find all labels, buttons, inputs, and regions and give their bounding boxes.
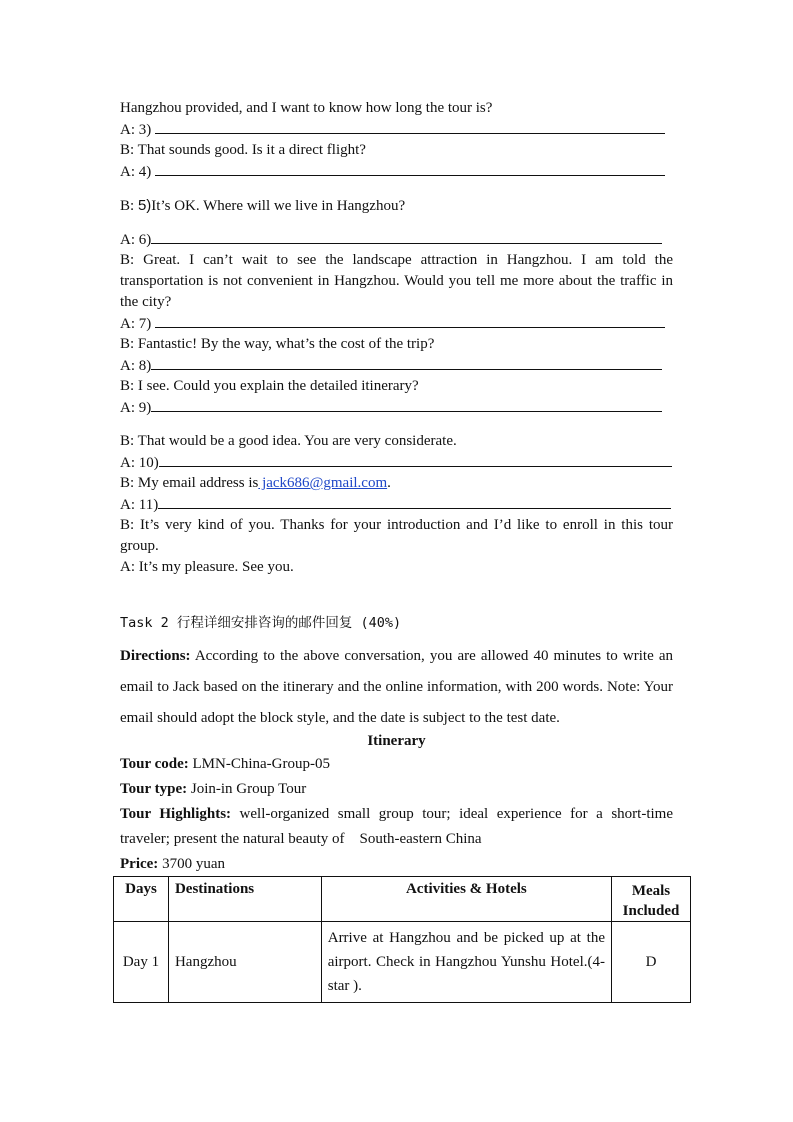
speaker-a-line: A: 11) <box>120 497 159 513</box>
task-heading: Task 2 行程详细安排咨询的邮件回复 (40%) <box>120 615 402 631</box>
answer-blank-11[interactable] <box>158 494 671 509</box>
dialogue-line <box>120 397 673 418</box>
tour-code <box>120 752 673 777</box>
header-activities: Activities & Hotels <box>321 877 611 922</box>
tour-type <box>120 777 673 802</box>
table-header-row <box>114 877 691 922</box>
dialogue-line <box>120 355 673 376</box>
price-label: Price: <box>120 856 159 872</box>
dialogue-paragraph: B: Great. I can’t wait to see the landscape attraction in Hangzhou. I am told the transportation is not convenient in Hangzhou. Would you tell me more about the traffic in the city? <box>120 252 673 310</box>
directions-text: According to the above conversation, you are allowed 40 minutes to write an email to Jack based on the itinerary and the online information, with 200 words. Note: Your email should adopt the block style, and the date is subject to the test date. <box>120 648 673 726</box>
dialogue-line: A: It’s my pleasure. See you. <box>120 559 294 575</box>
dialogue-text: It’s OK. Where will we live in Hangzhou? <box>151 198 406 214</box>
tour-highlights <box>120 802 677 852</box>
dialogue-line <box>120 229 673 250</box>
dialogue-line <box>120 161 673 182</box>
dialogue-line <box>120 452 673 473</box>
header-meals: Meals Included <box>612 877 691 922</box>
dialogue-line: B: That would be a good idea. You are very considerate. <box>120 433 457 449</box>
dialogue-line <box>120 119 673 140</box>
price-value: 3700 yuan <box>158 856 225 872</box>
dialogue-line: B: That sounds good. Is it a direct flight? <box>120 142 366 158</box>
answer-blank-3[interactable] <box>155 119 665 134</box>
cell-destination: Hangzhou <box>168 922 321 1003</box>
tour-price <box>120 852 673 877</box>
header-destinations: Destinations <box>168 877 321 922</box>
answer-blank-10[interactable] <box>159 452 672 467</box>
speaker-a-line: A: 6) <box>120 232 152 248</box>
itinerary-table <box>113 876 691 1003</box>
dialogue-line <box>120 494 673 515</box>
tour-type-value: Join-in Group Tour <box>187 781 307 797</box>
dialogue-line <box>120 473 673 494</box>
dialogue-line: B: I see. Could you explain the detailed itinerary? <box>120 378 419 394</box>
answer-blank-6[interactable] <box>151 229 662 244</box>
table-row <box>114 922 691 1003</box>
dialogue-paragraph: B: It’s very kind of you. Thanks for your introduction and I’d like to enroll in this tour group. <box>120 517 673 554</box>
directions-label: Directions: <box>120 648 191 664</box>
dialogue-line: Hangzhou provided, and I want to know how long the tour is? <box>120 100 493 116</box>
email-link[interactable]: jack686@gmail.com <box>258 475 388 491</box>
speaker-a-line: A: 4) <box>120 164 152 180</box>
answer-blank-4[interactable] <box>155 161 665 176</box>
cell-day: Day 1 <box>114 922 169 1003</box>
dialogue-line: B: Fantastic! By the way, what’s the cost of the trip? <box>120 336 435 352</box>
cell-activity: Arrive at Hangzhou and be picked up at the airport. Check in Hangzhou Yunshu Hotel.(4-star ). <box>321 922 611 1003</box>
directions-paragraph <box>120 641 673 734</box>
answer-blank-8[interactable] <box>151 355 662 370</box>
dialogue-line <box>120 313 673 334</box>
dialogue-block-1 <box>120 98 673 578</box>
tour-highlights-label: Tour Highlights: <box>120 806 232 822</box>
speaker-b-line: B: My email address is <box>120 475 259 491</box>
tour-highlights-value: well-organized small group tour; ideal experience for a short-time traveler; present the natural beauty of South-eastern China <box>120 806 677 847</box>
answer-blank-7[interactable] <box>155 313 665 328</box>
speaker-b-prefix: B: <box>120 198 138 214</box>
speaker-a-line: A: 8) <box>120 358 152 374</box>
itinerary-title: Itinerary <box>367 733 426 749</box>
cell-meals: D <box>612 922 691 1003</box>
tour-code-value: LMN-China-Group-05 <box>188 756 330 772</box>
question-number-5: 5) <box>137 197 152 214</box>
tour-type-label: Tour type: <box>120 781 188 797</box>
speaker-a-line: A: 3) <box>120 122 152 138</box>
header-days: Days <box>114 877 169 922</box>
speaker-a-line: A: 10) <box>120 455 159 471</box>
speaker-a-line: A: 7) <box>120 316 152 332</box>
dialogue-line <box>120 195 673 216</box>
tour-code-label: Tour code: <box>120 756 189 772</box>
answer-blank-9[interactable] <box>151 397 662 412</box>
punctuation: . <box>387 475 391 491</box>
speaker-a-line: A: 9) <box>120 400 152 416</box>
